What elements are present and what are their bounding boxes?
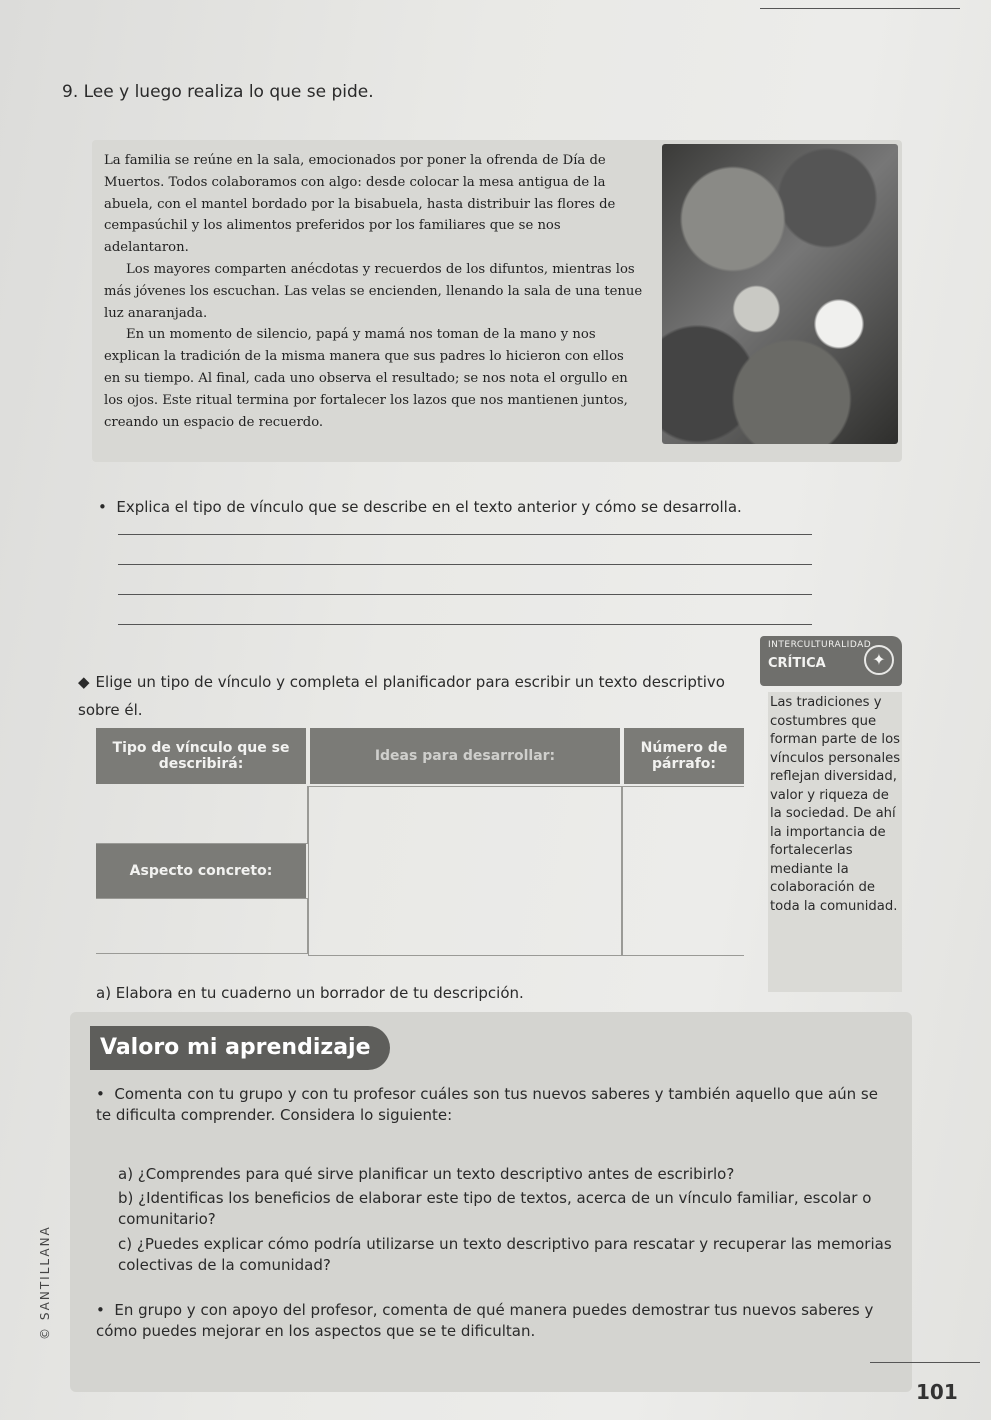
badge-line1: INTERCULTURALIDAD — [768, 640, 872, 650]
bullet-icon: • — [96, 1301, 115, 1319]
valoro-item-a: a) ¿Comprendes para qué sirve planificar un texto descriptivo antes de escribirlo? — [118, 1165, 735, 1183]
valoro-intro-text: Comenta con tu grupo y con tu profesor cuáles son tus nuevos saberes y también aquello que aún se te dificulta comprender. Considera lo siguiente: — [96, 1085, 878, 1124]
badge-line2: CRÍTICA — [768, 656, 826, 671]
valoro-closing-text: En grupo y con apoyo del profesor, comenta de qué manera puedes demostrar tus nuevos saberes y cómo puedes mejorar en los aspectos que se te dificultan. — [96, 1301, 874, 1340]
diamond-bullet-icon: ◆ — [78, 673, 90, 691]
page-number: 101 — [916, 1380, 958, 1404]
story-paragraph: La familia se reúne en la sala, emocionados por poner la ofrenda de Día de Muertos. Todos colaboramos con algo: desde colocar la mesa antigua de la abuela, con el mantel bordado por la bisabuela, hasta distribuir las flores de cempasúchil y los alimentos preferidos por los familiares que se nos adelantaron. — [104, 153, 616, 256]
aspecto-concreto-answer-cell[interactable] — [96, 898, 308, 954]
tipo-vinculo-answer-cell[interactable] — [96, 786, 308, 844]
story-paragraph: En un momento de silencio, papá y mamá nos toman de la mano y nos explican la tradición de la misma manera que sus padres lo hicieron con ellos en su tiempo. Al final, cada uno observa el resultado; se nos nota el orgullo en los ojos. Este ritual termina por fortalecer los lazos que nos mantienen juntos, creando un espacio de recuerdo. — [104, 327, 628, 430]
answer-line-4[interactable] — [118, 624, 812, 625]
story-text — [104, 150, 644, 433]
valoro-closing — [96, 1300, 896, 1342]
top-rule — [760, 8, 960, 9]
story-box — [92, 140, 902, 462]
story-paragraph: Los mayores comparten anécdotas y recuerdos de los difuntos, mientras los más jóvenes los escuchan. Las velas se encienden, llenando la sala de una tenue luz anaranjada. — [104, 261, 643, 321]
question-explain-text: Explica el tipo de vínculo que se describe en el texto anterior y cómo se desarrolla. — [116, 498, 742, 516]
question-choose — [78, 668, 738, 724]
question-choose-text: Elige un tipo de vínculo y completa el planificador para escribir un texto descriptivo sobre él. — [78, 673, 725, 719]
bullet-icon: • — [96, 1085, 115, 1103]
answer-line-3[interactable] — [118, 594, 812, 595]
numero-parrafo-answer-cell[interactable] — [622, 786, 744, 956]
answer-line-1[interactable] — [118, 534, 812, 535]
subquestion-a: a) Elabora en tu cuaderno un borrador de tu descripción. — [96, 984, 524, 1002]
ofrenda-photo — [662, 144, 898, 444]
bullet-icon: • — [98, 498, 117, 516]
valoro-item-b: b) ¿Identificas los beneficios de elaborar este tipo de textos, acerca de un vínculo familiar, escolar o comunitario? — [118, 1189, 872, 1228]
answer-line-2[interactable] — [118, 564, 812, 565]
header-tipo-vinculo: Tipo de vínculo que se describirá: — [96, 728, 306, 784]
valoro-intro — [96, 1084, 896, 1126]
exercise-title: 9. Lee y luego realiza lo que se pide. — [62, 82, 374, 102]
globe-icon: ✦ — [864, 645, 894, 675]
interculturalidad-badge — [760, 636, 902, 686]
valoro-section — [70, 1012, 912, 1392]
footer-rule — [870, 1362, 980, 1363]
planner-table — [96, 728, 744, 956]
publisher-copyright: © SANTILLANA — [38, 1225, 52, 1340]
label-aspecto-concreto: Aspecto concreto: — [96, 844, 306, 898]
header-numero-parrafo: Número de párrafo: — [624, 728, 744, 784]
valoro-item-c: c) ¿Puedes explicar cómo podría utilizarse un texto descriptivo para rescatar y recuperar las memorias colectivas de la comunidad? — [118, 1235, 892, 1274]
question-explain — [98, 498, 742, 516]
ideas-answer-cell[interactable] — [308, 786, 622, 956]
sidebar-text: Las tradiciones y costumbres que forman parte de los vínculos personales reflejan diversidad, valor y riqueza de la sociedad. De ahí la importancia de fortalecerlas mediante la colaboración de toda la comunidad. — [770, 695, 901, 914]
header-ideas: Ideas para desarrollar: — [310, 728, 620, 784]
valoro-title: Valoro mi aprendizaje — [90, 1026, 390, 1070]
sidebar-note — [768, 692, 902, 992]
